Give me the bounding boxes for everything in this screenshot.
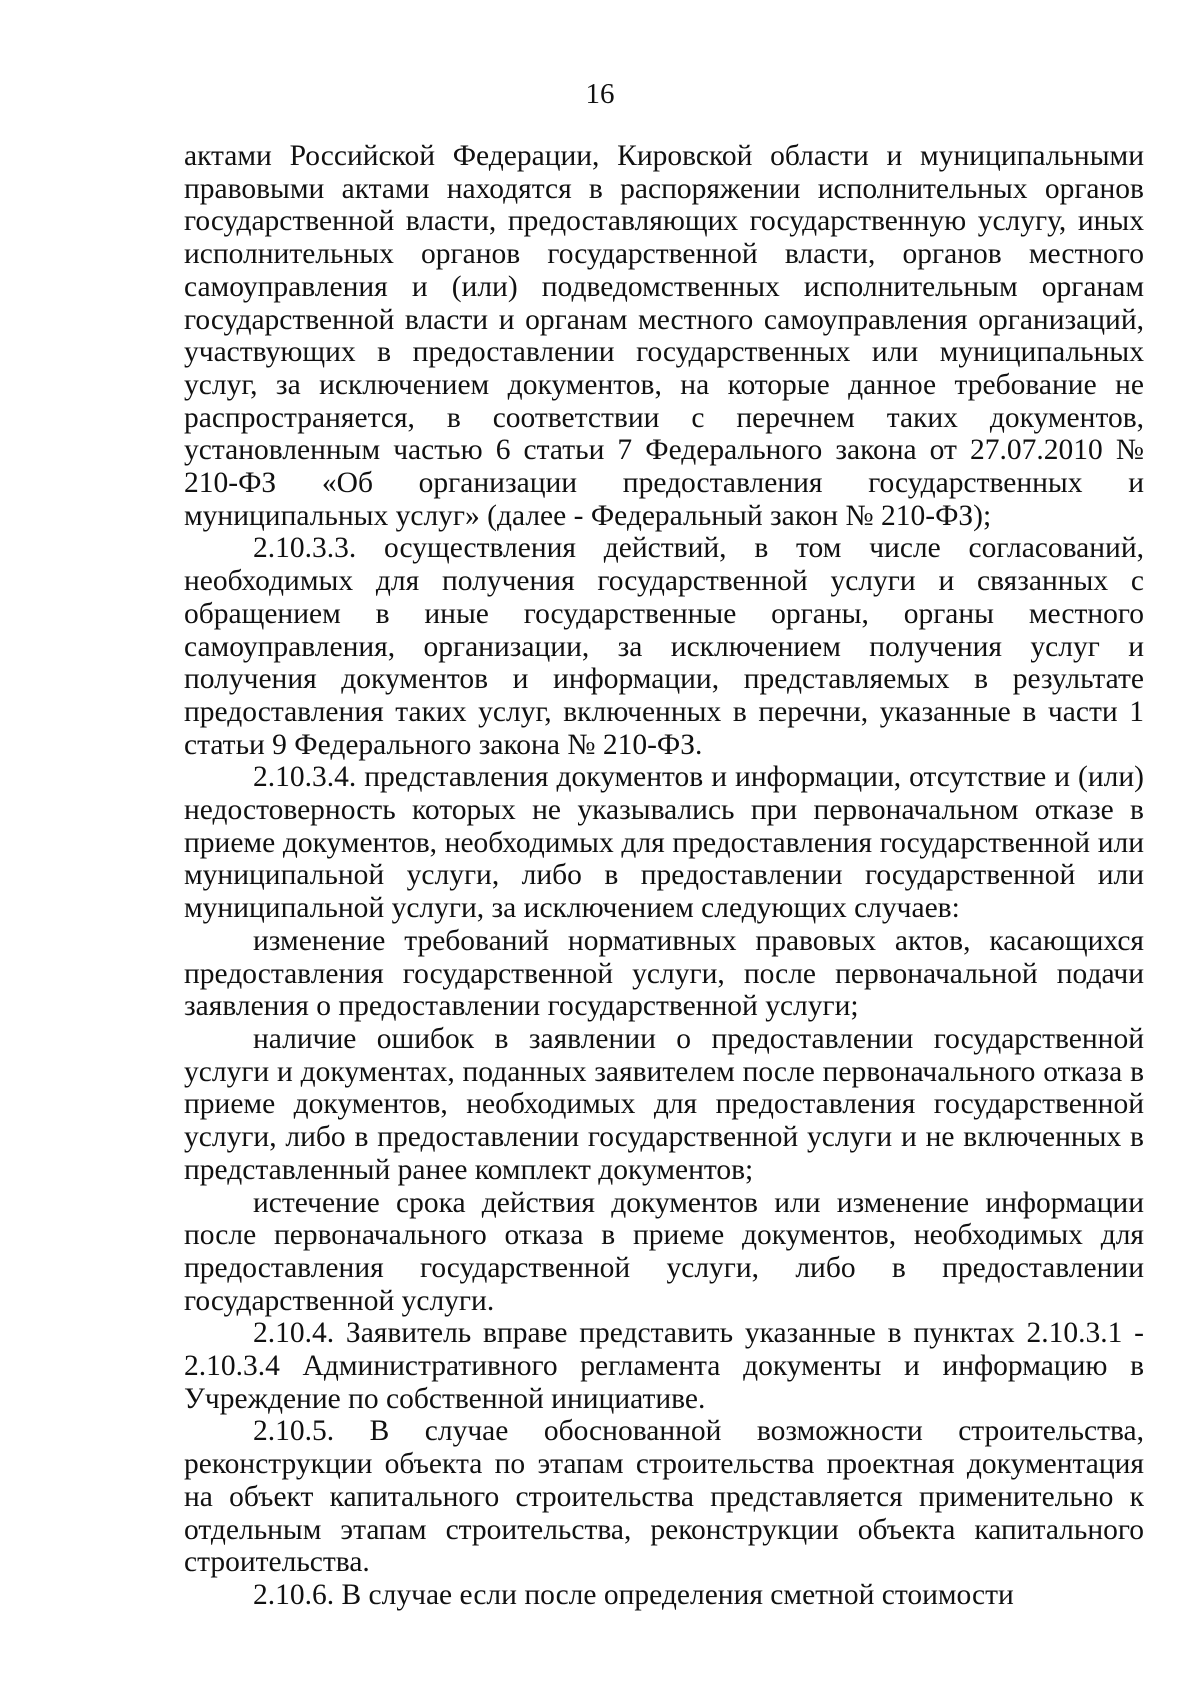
- paragraph: 2.10.4. Заявитель вправе представить указанные в пунктах 2.10.3.1 - 2.10.3.4 Административного регламента документы и информацию в Учреждение по собственной инициативе.: [184, 1317, 1144, 1415]
- paragraph: 2.10.5. В случае обоснованной возможности строительства, реконструкции объекта по этапам строительства проектная документация на объект капитального строительства представляется применительно к отдельным этапам строительства, реконструкции объекта капитального строительства.: [184, 1415, 1144, 1579]
- document-body: [184, 140, 1144, 1612]
- paragraph: изменение требований нормативных правовых актов, касающихся предоставления государственной услуги, после первоначальной подачи заявления о предоставлении государственной услуги;: [184, 924, 1144, 1023]
- page-number: 16: [585, 78, 615, 110]
- paragraph: актами Российской Федерации, Кировской области и муниципальными правовыми актами находятся в распоряжении исполнительных органов государственной власти, предоставляющих государственную услугу, иных исполнительных органов государственной власти, органов местного самоуправления и (или) подведомственных исполнительным органам государственной власти и органам местного самоуправления организаций, участвующих в предоставлении государственных или муниципальных услуг, за исключением документов, на которые данное требование не распространяется, в соответствии с перечнем таких документов, установленным частью 6 статьи 7 Федерального закона от 27.07.2010 № 210-ФЗ «Об организации предоставления государственных и муниципальных услуг» (далее - Федеральный закон № 210-ФЗ);: [184, 140, 1144, 532]
- paragraph: 2.10.3.4. представления документов и информации, отсутствие и (или) недостоверность которых не указывались при первоначальном отказе в приеме документов, необходимых для предоставления государственной или муниципальной услуги, либо в предоставлении государственной или муниципальной услуги, за исключением следующих случаев:: [184, 761, 1144, 925]
- paragraph: 2.10.3.3. осуществления действий, в том числе согласований, необходимых для получения государственной услуги и связанных с обращением в иные государственные органы, органы местного самоуправления, организации, за исключением получения услуг и получения документов и информации, представляемых в результате предоставления таких услуг, включенных в перечни, указанные в части 1 статьи 9 Федерального закона № 210-ФЗ.: [184, 532, 1144, 761]
- paragraph: 2.10.6. В случае если после определения сметной стоимости: [253, 1578, 1014, 1611]
- paragraph: истечение срока действия документов или изменение информации после первоначального отказа в приеме документов, необходимых для предоставления государственной услуги, либо в предоставлении государственной услуги.: [184, 1186, 1144, 1317]
- paragraph: наличие ошибок в заявлении о предоставлении государственной услуги и документах, поданных заявителем после первоначального отказа в приеме документов, необходимых для предоставления государственной услуги, либо в предоставлении государственной услуги и не включенных в представленный ранее комплект документов;: [184, 1022, 1144, 1186]
